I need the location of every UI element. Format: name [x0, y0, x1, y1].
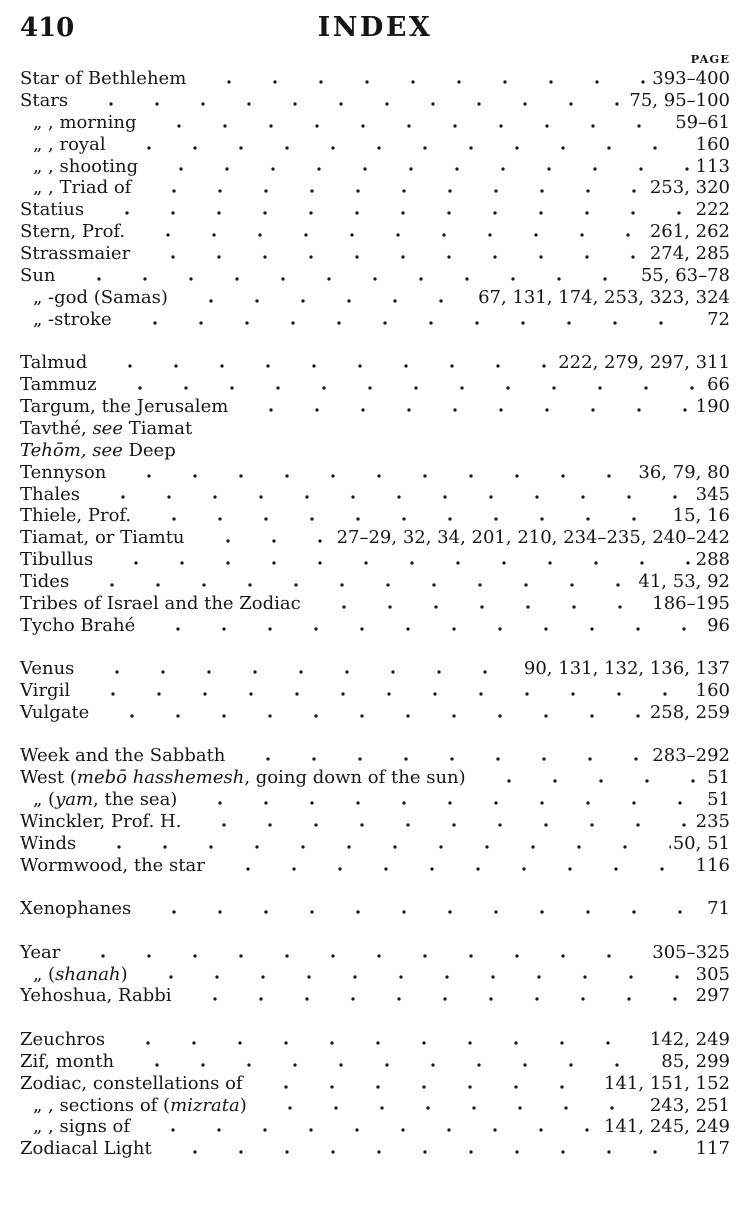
entry-term: Stern, Prof.	[20, 221, 126, 243]
dot-leader	[66, 266, 639, 287]
dot-leader	[107, 375, 706, 396]
entry-term: Virgil	[20, 680, 71, 702]
entry-pages: 72	[707, 308, 730, 330]
dot-leader	[215, 856, 694, 877]
dot-leader	[238, 397, 693, 418]
dot-leader	[311, 594, 651, 615]
index-section	[20, 658, 730, 724]
index-entry	[20, 549, 730, 571]
entry-term: Venus	[20, 658, 75, 680]
entry-term: Stars	[20, 89, 69, 111]
index-entry	[20, 68, 730, 90]
index-entry	[20, 898, 730, 920]
entry-pages: 288	[695, 549, 730, 571]
entry-pages: 50, 51	[672, 832, 730, 854]
entry-pages: 305–325	[652, 941, 730, 963]
entry-term: Thiele, Prof.	[20, 505, 132, 527]
entry-pages: 27–29, 32, 34, 201, 210, 234–235, 240–242	[336, 527, 730, 549]
dot-leader	[135, 222, 648, 243]
dot-leader	[124, 1052, 659, 1073]
entry-pages: 116	[695, 854, 730, 876]
index-section	[20, 942, 730, 1008]
index-entry	[20, 1138, 730, 1160]
page-number: 410	[20, 13, 75, 43]
dot-leader	[84, 659, 521, 680]
dot-leader	[80, 681, 694, 702]
page-header	[20, 12, 730, 46]
entry-pages: 160	[695, 133, 730, 155]
dot-leader	[257, 1095, 648, 1116]
entry-term: Tibullus	[20, 549, 94, 571]
entry-term: „ , signs of	[33, 1116, 131, 1138]
entry-pages: 142, 249	[649, 1028, 730, 1050]
entry-term: Yehoshua, Rabbi	[20, 985, 172, 1007]
entry-term: „ , shooting	[33, 155, 139, 177]
index-entry	[20, 833, 730, 855]
entry-pages: 283–292	[652, 745, 730, 767]
dot-leader	[78, 91, 627, 112]
page-column-header: PAGE	[690, 52, 730, 66]
index-entry	[20, 156, 730, 178]
dot-leader	[145, 616, 705, 637]
dot-leader	[182, 986, 694, 1007]
index-entry	[20, 177, 730, 199]
entry-term: Tavthé, see Tiamat	[20, 417, 193, 439]
entry-pages: 393–400	[652, 67, 730, 89]
entry-term: Targum, the Jerusalem	[20, 395, 229, 417]
entry-term: Vulgate	[20, 702, 90, 724]
index-entry	[20, 199, 730, 221]
entry-pages: 51	[707, 767, 730, 789]
index-entry	[20, 484, 730, 506]
entry-pages: 222, 279, 297, 311	[558, 352, 730, 374]
entry-term: Winckler, Prof. H.	[20, 811, 182, 833]
entry-term: West (mebō hasshemesh, going down of the sun)	[20, 767, 466, 789]
index-entry	[20, 855, 730, 877]
entry-pages: 258, 259	[649, 702, 730, 724]
entry-pages: 75, 95–100	[629, 89, 730, 111]
entry-pages: 141, 245, 249	[604, 1116, 730, 1138]
dot-leader	[148, 156, 694, 177]
entry-pages: 113	[695, 155, 730, 177]
entry-term: Week and the Sabbath	[20, 745, 226, 767]
dot-leader	[162, 1139, 694, 1160]
index-entry	[20, 309, 730, 331]
entry-term: „ , sections of (mizrata)	[33, 1094, 247, 1116]
entry-pages: 222	[695, 199, 730, 221]
entry-pages: 253, 320	[649, 177, 730, 199]
entry-pages: 51	[707, 789, 730, 811]
dot-leader	[141, 899, 705, 920]
dot-leader	[476, 768, 705, 789]
entry-pages: 90, 131, 132, 136, 137	[523, 658, 730, 680]
entry-term: Xenophanes	[20, 898, 132, 920]
dot-leader	[116, 135, 694, 156]
entry-term: Wormwood, the star	[20, 854, 205, 876]
entry-pages: 71	[707, 898, 730, 920]
entry-pages: 297	[695, 985, 730, 1007]
dot-leader	[178, 288, 476, 309]
index-entry	[20, 221, 730, 243]
entry-pages: 243, 251	[649, 1094, 730, 1116]
index-entry	[20, 680, 730, 702]
index-entry	[20, 767, 730, 789]
entry-term: Star of Bethlehem	[20, 67, 187, 89]
dot-leader	[94, 200, 694, 221]
index-entry	[20, 985, 730, 1007]
dot-leader	[253, 1074, 602, 1095]
entry-term: Tiamat, or Tiamtu	[20, 527, 185, 549]
entry-pages: 55, 63–78	[640, 265, 730, 286]
index-entry	[20, 615, 730, 637]
entry-pages: 186–195	[652, 592, 730, 614]
entry-pages: 160	[695, 680, 730, 702]
entry-pages: 36, 79, 80	[638, 461, 730, 483]
index-entry	[20, 505, 730, 527]
entry-pages: 345	[695, 483, 730, 505]
index-entry	[20, 265, 730, 287]
index-entry	[20, 593, 730, 615]
entry-term: „ -god (Samas)	[33, 286, 168, 308]
index-section	[20, 68, 730, 331]
index-entry	[20, 90, 730, 112]
dot-leader	[103, 550, 693, 571]
index-entry	[20, 1029, 730, 1051]
index-entry	[20, 571, 730, 593]
entry-term: Tides	[20, 571, 70, 593]
index-entry	[20, 964, 730, 986]
entry-term: Tammuz	[20, 374, 97, 396]
entry-term: Statius	[20, 199, 85, 221]
index-entry	[20, 352, 730, 374]
dot-leader	[140, 244, 648, 265]
index-entry	[20, 789, 730, 811]
index-section	[20, 352, 730, 637]
entry-pages: 67, 131, 174, 253, 323, 324	[478, 286, 730, 308]
index-entry	[20, 112, 730, 134]
entry-pages: 190	[695, 395, 730, 417]
index-entry	[20, 287, 730, 309]
dot-leader	[99, 703, 648, 724]
entry-term: Zodiac, constellations of	[20, 1072, 243, 1094]
entry-term: Year	[20, 941, 61, 963]
entry-term: Strassmaier	[20, 243, 131, 265]
index-entry	[20, 418, 730, 440]
index-entry	[20, 243, 730, 265]
index-entry	[20, 745, 730, 767]
entry-pages: 66	[707, 374, 730, 396]
index-section	[20, 745, 730, 876]
entry-term: „ , royal	[33, 133, 106, 155]
entry-term: Tycho Brahé	[20, 614, 136, 636]
entry-pages: 261, 262	[649, 221, 730, 243]
index-entry	[20, 658, 730, 680]
entry-term: Zodiacal Light	[20, 1138, 152, 1160]
entry-pages: 235	[695, 811, 730, 833]
dot-leader	[86, 834, 670, 855]
dot-leader	[187, 790, 705, 811]
entry-term: „ , morning	[33, 111, 137, 133]
dot-leader	[70, 943, 650, 964]
dot-leader	[122, 310, 705, 331]
entry-pages: 96	[707, 614, 730, 636]
entry-term: „ (shanah)	[33, 963, 128, 985]
entry-term: „ , Triad of	[33, 177, 132, 199]
entry-term: Winds	[20, 832, 77, 854]
dot-leader	[191, 812, 693, 833]
index-entry	[20, 1095, 730, 1117]
dot-leader	[140, 1117, 602, 1138]
entry-term: Thales	[20, 483, 80, 505]
entry-pages: 85, 299	[661, 1050, 730, 1072]
entry-term: Tribes of Israel and the Zodiac	[20, 592, 301, 614]
index-entry	[20, 134, 730, 156]
entry-pages: 59–61	[675, 111, 730, 133]
entry-pages: 41, 53, 92	[638, 571, 730, 593]
index-entry	[20, 462, 730, 484]
dot-leader	[138, 964, 694, 985]
entry-term: „ (yam, the sea)	[33, 789, 178, 811]
index-entry	[20, 1073, 730, 1095]
index-entry	[20, 374, 730, 396]
index-section	[20, 1029, 730, 1160]
page-title: INDEX	[317, 12, 433, 43]
dot-leader	[196, 69, 650, 90]
index-entry	[20, 942, 730, 964]
entry-pages: 15, 16	[672, 505, 730, 527]
dot-leader	[90, 484, 694, 505]
entry-term: Zeuchros	[20, 1028, 106, 1050]
entry-pages: 141, 151, 152	[604, 1072, 730, 1094]
index-entry	[20, 527, 730, 549]
entry-pages: 274, 285	[649, 243, 730, 265]
dot-leader	[79, 572, 636, 593]
entry-pages: 117	[695, 1138, 730, 1160]
entry-term: Sun	[20, 265, 56, 286]
entry-pages: 305	[695, 963, 730, 985]
index-entry	[20, 1116, 730, 1138]
entry-term: Tehōm, see Deep	[20, 439, 176, 461]
dot-leader	[141, 178, 648, 199]
dot-leader	[141, 506, 671, 527]
index-entry	[20, 811, 730, 833]
dot-leader	[146, 113, 673, 134]
dot-leader	[115, 1030, 648, 1051]
dot-leader	[195, 528, 335, 549]
dot-leader	[235, 746, 650, 767]
entry-term: Talmud	[20, 352, 88, 374]
index-entry	[20, 396, 730, 418]
entry-term: Zif, month	[20, 1050, 115, 1072]
index-entry	[20, 1051, 730, 1073]
index-section	[20, 898, 730, 920]
dot-leader	[97, 353, 556, 374]
dot-leader	[116, 463, 636, 484]
index-entry	[20, 440, 730, 462]
entry-term: „ -stroke	[33, 308, 112, 330]
entry-term: Tennyson	[20, 461, 107, 483]
index-entry	[20, 702, 730, 724]
index-entries	[20, 68, 730, 1160]
